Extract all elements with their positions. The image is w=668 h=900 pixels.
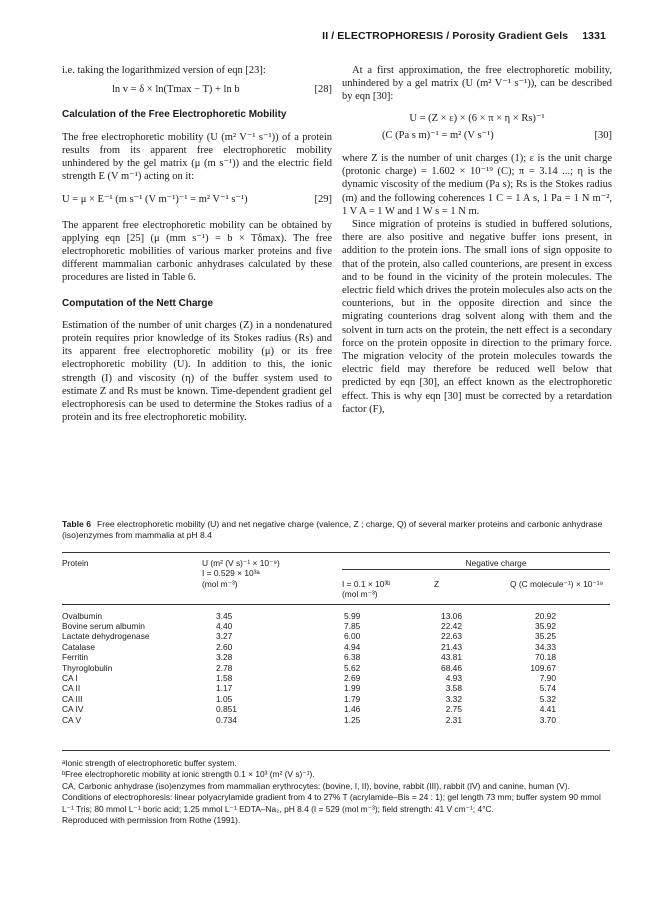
table-header-row-4	[62, 589, 610, 599]
table-caption-text: Free electrophoretic mobility (U) and net negative charge (valence, Z ; charge, Q) of several marker proteins and carbonic anhydrase (iso)enzymes from mammalia at pH 8.4	[62, 519, 603, 540]
table-row	[62, 611, 610, 621]
table-row	[62, 652, 610, 662]
cell-u-low-i: 6.00	[344, 631, 361, 642]
cell-protein: Catalase	[62, 641, 96, 652]
cell-z: 2.75	[445, 704, 462, 715]
eq28-formula: ln v = δ × ln(Tmax − T) + ln b	[112, 84, 240, 96]
cell-u: 3.27	[216, 631, 233, 642]
table-header-row-1	[62, 558, 610, 568]
cell-protein: CA III	[62, 693, 83, 704]
cell-u: 1.05	[216, 693, 233, 704]
table-row	[62, 673, 610, 683]
cell-z: 3.32	[445, 693, 462, 704]
cell-u: 0.851	[216, 704, 237, 715]
footnote-a: ᵃIonic strength of electrophoretic buffer system.	[62, 758, 237, 768]
cell-u-low-i: 7.85	[344, 621, 361, 632]
table-caption	[62, 519, 612, 541]
head-u-2: I = 0.529 × 10³ᵃ	[202, 568, 260, 579]
cell-q: 34.33	[535, 641, 556, 652]
table-header-rule	[62, 604, 610, 605]
cell-u-low-i: 2.69	[344, 673, 361, 684]
eq30-units: (C (Pa s m)⁻¹ = m² (V s⁻¹)	[382, 129, 494, 141]
cell-q: 35.25	[535, 631, 556, 642]
cell-q: 7.90	[539, 673, 556, 684]
page-number: 1331	[582, 30, 606, 42]
cell-u-low-i: 5.99	[344, 610, 361, 621]
cell-z: 21.43	[441, 641, 462, 652]
cell-q: 35.92	[535, 621, 556, 632]
approximation-paragraph: At a first approximation, the free electrophoretic mobility, unhindered by a gel matrix (U (m² V⁻¹ s⁻¹)), can be described by eqn [30]:	[342, 65, 612, 103]
cell-q: 109.67	[530, 662, 556, 673]
table-row	[62, 642, 610, 652]
running-title: II / ELECTROPHORESIS / Porosity Gradient Gels	[322, 30, 569, 42]
equation-30-units-line	[342, 129, 612, 142]
table-footnotes	[62, 758, 610, 826]
table-row	[62, 663, 610, 673]
cell-q: 70.18	[535, 652, 556, 663]
head-q: Q (C molecule⁻¹) × 10⁻¹⁹	[510, 578, 604, 589]
cell-u: 0.734	[216, 714, 237, 725]
cell-u-low-i: 1.25	[344, 714, 361, 725]
cell-protein: CA IV	[62, 704, 84, 715]
cell-u: 3.45	[216, 610, 233, 621]
table-label: Table 6	[62, 519, 91, 529]
cell-protein: CA I	[62, 673, 78, 684]
counterion-paragraph: Since migration of proteins is studied in buffered solutions, there are also positive and negative buffer ions present, in addition to the protein ions. The small ions of sign opposite to that of the protein, also called counterions, are present in excess and to be found in the vicinity of the protein molecules. The electric field which drives the protein molecules also acts on the counterions, but in the opposite direction and since the migrating counterions drag solvent along with them and the solvent in turn acts on the protein, the nett effect is a secondary force on the protein opposite in direction to the primary force. The migration velocity of the protein molecules towards the electric field may therefore be reduced well below that predicted by eqn [30], an effect known as the electrophoretic effect. This is why eqn [30] must be corrected by a retardation factor (F),	[342, 219, 612, 415]
eq29-number: [29]	[314, 194, 332, 206]
charge-paragraph: Estimation of the number of unit charges (Z) in a nondenatured protein requires prior knowledge of its Stokes radius (Rs) and its apparent free electrophoretic mobility (μ) or its free electrophoretic mobility (U). In addition to this, the ionic strength (I) and viscosity (η) of the buffer system used to estimate Z and Rs must be known. Time-dependent gradient gel electrophoresis can be used to determine the Stokes radius of a protein and its free electrophoretic mobility.	[62, 319, 332, 424]
cell-q: 3.70	[539, 714, 556, 725]
cell-protein: CA II	[62, 683, 81, 694]
data-table	[62, 558, 610, 725]
cell-u-low-i: 6.38	[344, 652, 361, 663]
cell-u-low-i: 1.79	[344, 693, 361, 704]
cell-z: 3.58	[445, 683, 462, 694]
section-heading-mobility: Calculation of the Free Electrophoretic Mobility	[62, 109, 287, 121]
head-i-1: I = 0.1 × 10³ᵇ	[342, 578, 391, 589]
table-header-row-3	[62, 579, 610, 589]
cell-z: 22.63	[441, 631, 462, 642]
cell-q: 20.92	[535, 610, 556, 621]
section-heading-charge: Computation of the Nett Charge	[62, 297, 214, 309]
cell-protein: CA V	[62, 714, 82, 725]
equation-30-formula: U = (Z × ε) × (6 × π × η × Rs)⁻¹	[409, 112, 545, 124]
table-row	[62, 683, 610, 693]
head-u-3: (mol m⁻³)	[202, 578, 238, 589]
cell-u-low-i: 1.99	[344, 683, 361, 694]
mobility-paragraph: The free electrophoretic mobility (U (m² V⁻¹ s⁻¹)) of a protein results from its apparent free electrophoretic mobility unhindered by the gel matrix (μ (m s⁻¹)) and the electric field strength E (V m⁻¹) acting on it:	[62, 131, 332, 183]
table-row	[62, 704, 610, 714]
head-u-1: U (m² (V s)⁻¹ × 10⁻⁹)	[202, 558, 280, 568]
table-row	[62, 715, 610, 725]
cell-q: 5.74	[539, 683, 556, 694]
table-row	[62, 694, 610, 704]
intro-text: i.e. taking the logarithmized version of eqn [23]:	[62, 65, 266, 76]
eq28-number: [28]	[314, 84, 332, 96]
cell-z: 2.31	[445, 714, 462, 725]
cell-z: 4.93	[445, 673, 462, 684]
table-row	[62, 621, 610, 631]
cell-u: 4.40	[216, 621, 233, 632]
equation-28	[62, 83, 332, 96]
cell-protein: Ferritin	[62, 652, 89, 663]
footnote-credit: Reproduced with permission from Rothe (1991).	[62, 815, 241, 826]
head-protein: Protein	[62, 558, 89, 568]
table-bottom-rule	[62, 750, 610, 751]
negative-charge-rule	[342, 569, 610, 570]
cell-z: 13.06	[441, 610, 462, 621]
cell-z: 68.46	[441, 662, 462, 673]
cell-q: 5.32	[539, 693, 556, 704]
cell-u-low-i: 1.46	[344, 704, 361, 715]
definitions-paragraph: where Z is the number of unit charges (1); ε is the unit charge (protonic charge) = 1.602 × 10⁻¹⁹ (C); π = 3.14 ...; η is the dynamic viscosity of the medium (Pa s); Rs is the Stokes radius (m) and the following coherences 1 C = 1 A s, 1 Pa = 1 N m⁻², 1 V A = 1 W and 1 W s = 1 N m.	[342, 153, 612, 217]
footnote-ca: CA, Carbonic anhydrase (iso)enzymes from mammalian erythrocytes: (bovine, I, II), bovine, rabbit (III), rabbit (IV) and canine, human (V). Conditions of electrophoresis: linear polyacrylamide gradient from 4 to 27% T (acrylamide–Bis = 24 : 1); gel length 73 mm; buffer system 90 mmol L⁻¹ Tris; 80 mmol L⁻¹ boric acid; 1.25 mmol L⁻¹ EDTA–Na₂, pH 8.4 (I = 529 (mol m⁻³); field strength: 41 V cm⁻¹; 4°C.	[62, 780, 601, 814]
table-header-row-2	[62, 568, 610, 578]
cell-u: 1.17	[216, 683, 233, 694]
cell-q: 4.41	[539, 704, 556, 715]
right-column	[342, 64, 612, 416]
left-column	[62, 64, 332, 424]
table-top-rule	[62, 552, 610, 553]
cell-z: 22.42	[441, 621, 462, 632]
cell-z: 43.81	[441, 652, 462, 663]
cell-u: 3.28	[216, 652, 233, 663]
cell-u: 2.60	[216, 641, 233, 652]
eq30-number: [30]	[594, 129, 612, 141]
equation-29	[62, 193, 332, 206]
cell-protein: Thyroglobulin	[62, 662, 113, 673]
head-z: Z	[434, 578, 440, 589]
head-i-2: (mol m⁻³)	[342, 589, 378, 600]
mobility-paragraph-2: The apparent free electrophoretic mobility can be obtained by applying eqn [25] (μ (mm s⁻¹) = b × Tδmax). The free electrophoretic mobilities of various marker proteins and five different mammalian carbonic anhydrases calculated by these procedures are listed in Table 6.	[62, 219, 332, 284]
cell-protein: Lactate dehydrogenase	[62, 631, 150, 642]
cell-u: 2.78	[216, 662, 233, 673]
eq29-formula: U = μ × E⁻¹ (m s⁻¹ (V m⁻¹)⁻¹ = m² V⁻¹ s⁻¹)	[62, 194, 248, 206]
head-negative-charge: Negative charge	[465, 558, 527, 568]
running-header	[322, 30, 606, 42]
cell-protein: Bovine serum albumin	[62, 621, 145, 632]
footnote-b: ᵇFree electrophoretic mobility at ionic strength 0.1 × 10³ (m² (V s)⁻¹).	[62, 769, 315, 780]
cell-u-low-i: 5.62	[344, 662, 361, 673]
table-row	[62, 631, 610, 641]
cell-u: 1.58	[216, 673, 233, 684]
cell-u-low-i: 4.94	[344, 641, 361, 652]
cell-protein: Ovalbumin	[62, 610, 103, 621]
